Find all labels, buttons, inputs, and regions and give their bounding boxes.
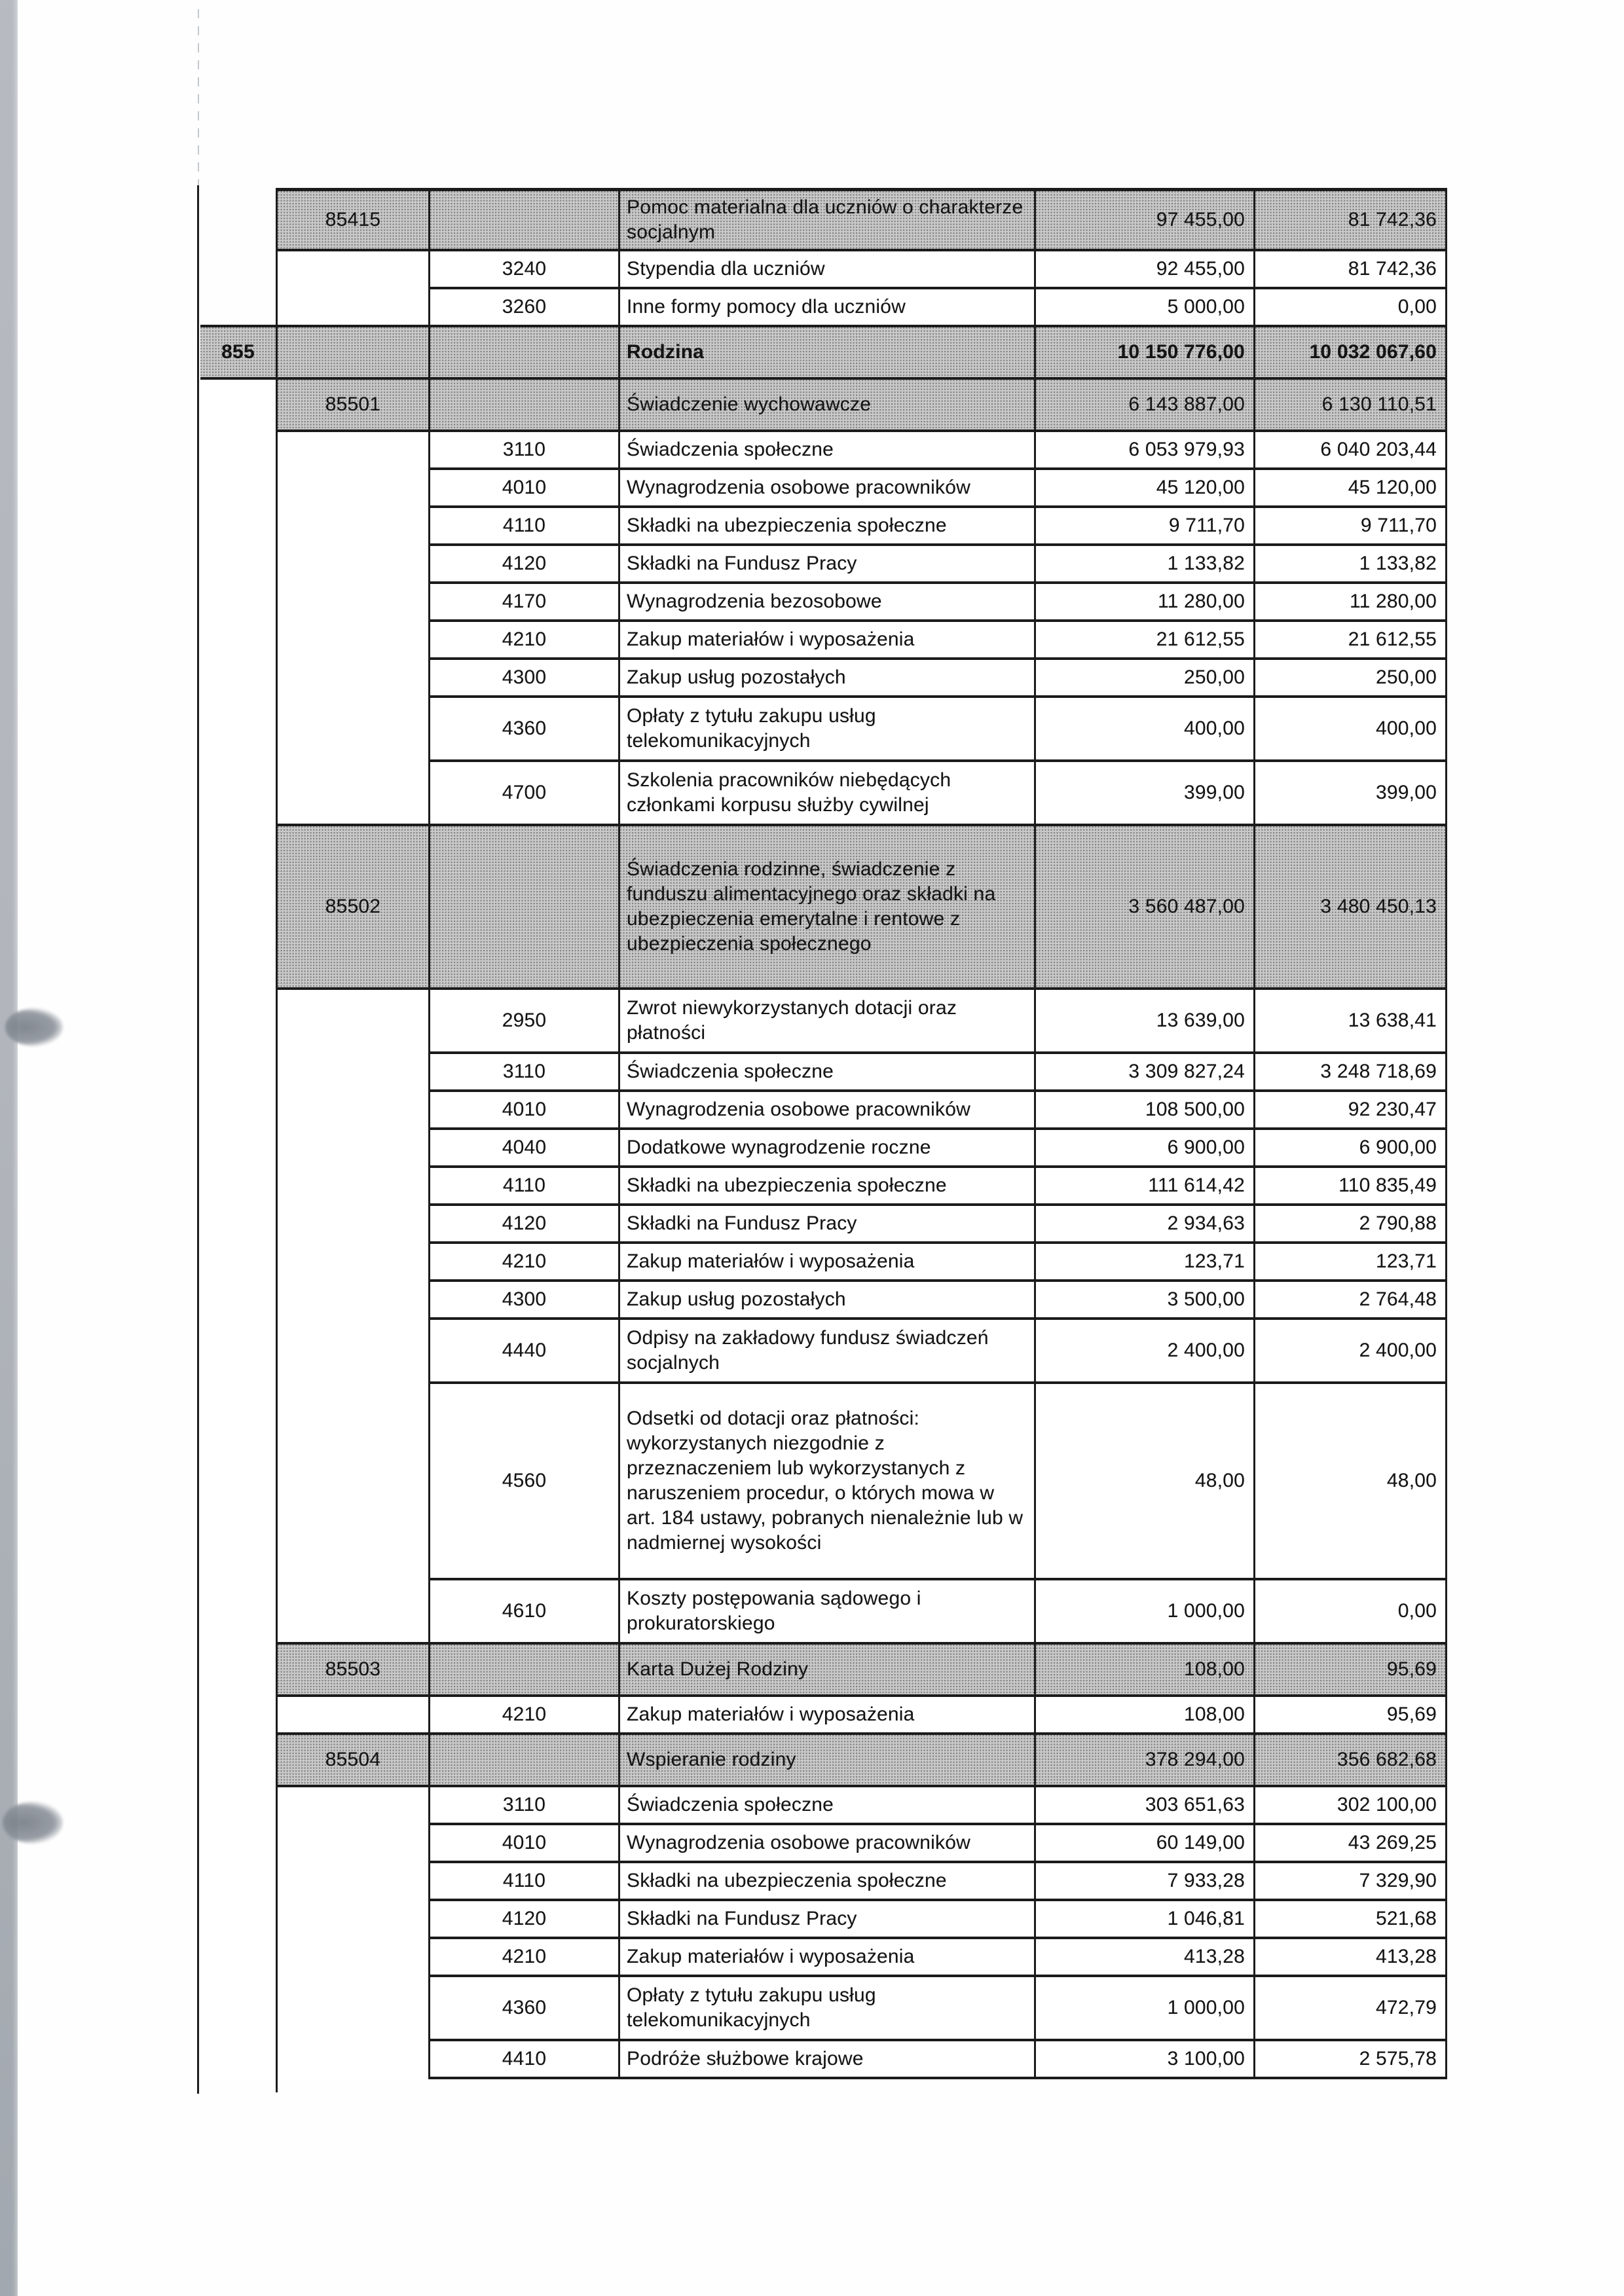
description-cell: Świadczenia społeczne	[620, 432, 1036, 470]
description-cell: Zwrot niewykorzystanych dotacji oraz płatności	[620, 990, 1036, 1054]
plan-amount-cell: 400,00	[1036, 698, 1255, 762]
plan-amount-cell: 108,00	[1036, 1697, 1255, 1735]
paragraf-code-cell: 4210	[430, 1939, 620, 1977]
description-cell: Świadczenia społeczne	[620, 1054, 1036, 1092]
plan-amount-cell: 108,00	[1036, 1645, 1255, 1697]
paragraf-code-cell: 4110	[430, 1863, 620, 1901]
description-cell: Zakup materiałów i wyposażenia	[620, 1244, 1036, 1282]
execution-amount-cell: 81 742,36	[1255, 188, 1447, 251]
plan-amount-cell: 1 133,82	[1036, 546, 1255, 584]
execution-amount-cell: 13 638,41	[1255, 990, 1447, 1054]
description-cell: Składki na Fundusz Pracy	[620, 1901, 1036, 1939]
description-cell: Zakup materiałów i wyposażenia	[620, 622, 1036, 660]
description-cell: Świadczenia społeczne	[620, 1787, 1036, 1825]
paragraf-code-cell: 4410	[430, 2041, 620, 2079]
description-cell: Składki na ubezpieczenia społeczne	[620, 508, 1036, 546]
plan-amount-cell: 413,28	[1036, 1939, 1255, 1977]
plan-amount-cell: 3 560 487,00	[1036, 826, 1255, 990]
plan-amount-cell: 7 933,28	[1036, 1863, 1255, 1901]
column-rule-tail	[276, 2075, 278, 2092]
plan-amount-cell: 6 053 979,93	[1036, 432, 1255, 470]
paragraf-code-cell: 3110	[430, 1054, 620, 1092]
rozdzial-column-empty-cell	[278, 1787, 430, 2079]
rozdzial-code-cell: 85504	[278, 1735, 430, 1787]
plan-amount-cell: 9 711,70	[1036, 508, 1255, 546]
rozdzial-column-empty-cell	[278, 1697, 430, 1735]
plan-amount-cell: 48,00	[1036, 1384, 1255, 1580]
execution-amount-cell: 21 612,55	[1255, 622, 1447, 660]
execution-amount-cell: 95,69	[1255, 1697, 1447, 1735]
paragraf-code-cell: 3260	[430, 289, 620, 327]
description-cell: Odpisy na zakładowy fundusz świadczeń socjalnych	[620, 1320, 1036, 1384]
execution-amount-cell: 413,28	[1255, 1939, 1447, 1977]
execution-amount-cell: 2 575,78	[1255, 2041, 1447, 2079]
paragraf-code-cell: 4170	[430, 584, 620, 622]
plan-amount-cell: 2 400,00	[1036, 1320, 1255, 1384]
execution-amount-cell: 10 032 067,60	[1255, 327, 1447, 380]
execution-amount-cell: 2 764,48	[1255, 1282, 1447, 1320]
description-cell: Świadczenie wychowawcze	[620, 380, 1036, 432]
hole-punch-shadow	[5, 1008, 63, 1046]
description-cell: Wspieranie rodziny	[620, 1735, 1036, 1787]
plan-amount-cell: 1 046,81	[1036, 1901, 1255, 1939]
plan-amount-cell: 1 000,00	[1036, 1977, 1255, 2041]
execution-amount-cell: 472,79	[1255, 1977, 1447, 2041]
execution-amount-cell: 110 835,49	[1255, 1168, 1447, 1206]
plan-amount-cell: 3 100,00	[1036, 2041, 1255, 2079]
execution-amount-cell: 400,00	[1255, 698, 1447, 762]
execution-amount-cell: 0,00	[1255, 1580, 1447, 1645]
description-cell: Składki na ubezpieczenia społeczne	[620, 1863, 1036, 1901]
execution-amount-cell: 95,69	[1255, 1645, 1447, 1697]
execution-amount-cell: 7 329,90	[1255, 1863, 1447, 1901]
paragraf-empty-cell	[430, 1735, 620, 1787]
execution-amount-cell: 43 269,25	[1255, 1825, 1447, 1863]
description-cell: Świadczenia rodzinne, świadczenie z funduszu alimentacyjnego oraz składki na ubezpieczenia emerytalne i rentowe z ubezpieczenia społecznego	[620, 826, 1036, 990]
paragraf-code-cell: 4010	[430, 1825, 620, 1863]
execution-amount-cell: 2 790,88	[1255, 1206, 1447, 1244]
paragraf-code-cell: 4110	[430, 1168, 620, 1206]
paragraf-code-cell: 4300	[430, 660, 620, 698]
plan-amount-cell: 399,00	[1036, 762, 1255, 826]
paragraf-code-cell: 4120	[430, 546, 620, 584]
paragraf-code-cell: 4360	[430, 698, 620, 762]
plan-amount-cell: 303 651,63	[1036, 1787, 1255, 1825]
execution-amount-cell: 1 133,82	[1255, 546, 1447, 584]
execution-amount-cell: 3 480 450,13	[1255, 826, 1447, 990]
paragraf-code-cell: 3240	[430, 251, 620, 289]
plan-amount-cell: 1 000,00	[1036, 1580, 1255, 1645]
paragraf-code-cell: 4120	[430, 1901, 620, 1939]
plan-amount-cell: 5 000,00	[1036, 289, 1255, 327]
paragraf-code-cell: 4010	[430, 1092, 620, 1130]
plan-amount-cell: 6 900,00	[1036, 1130, 1255, 1168]
rozdzial-code-cell: 85501	[278, 380, 430, 432]
paragraf-code-cell: 2950	[430, 990, 620, 1054]
execution-amount-cell: 81 742,36	[1255, 251, 1447, 289]
description-cell: Zakup usług pozostałych	[620, 660, 1036, 698]
description-cell: Inne formy pomocy dla uczniów	[620, 289, 1036, 327]
description-cell: Rodzina	[620, 327, 1036, 380]
paragraf-code-cell: 4700	[430, 762, 620, 826]
execution-amount-cell: 6 040 203,44	[1255, 432, 1447, 470]
paragraf-code-cell: 3110	[430, 1787, 620, 1825]
dzial-column-spacer	[200, 188, 278, 327]
rozdzial-code-cell: 85415	[278, 188, 430, 251]
plan-amount-cell: 60 149,00	[1036, 1825, 1255, 1863]
paragraf-code-cell: 4210	[430, 1244, 620, 1282]
description-cell: Podróże służbowe krajowe	[620, 2041, 1036, 2079]
paragraf-code-cell: 4120	[430, 1206, 620, 1244]
plan-amount-cell: 97 455,00	[1036, 188, 1255, 251]
paragraf-code-cell: 4440	[430, 1320, 620, 1384]
rozdzial-empty-cell	[278, 327, 430, 380]
description-cell: Szkolenia pracowników niebędących członkami korpusu służby cywilnej	[620, 762, 1036, 826]
paragraf-code-cell: 4300	[430, 1282, 620, 1320]
plan-amount-cell: 10 150 776,00	[1036, 327, 1255, 380]
plan-amount-cell: 123,71	[1036, 1244, 1255, 1282]
description-cell: Odsetki od dotacji oraz płatności: wykorzystanych niezgodnie z przeznaczeniem lub wykorzystanych z naruszeniem procedur, o których mowa w art. 184 ustawy, pobranych nienależnie lub w nadmiernej wysokości	[620, 1384, 1036, 1580]
paragraf-empty-cell	[430, 826, 620, 990]
rozdzial-column-empty-cell	[278, 990, 430, 1645]
paragraf-empty-cell	[430, 188, 620, 251]
margin-rule	[197, 185, 199, 2094]
description-cell: Karta Dużej Rodziny	[620, 1645, 1036, 1697]
hole-punch-shadow	[3, 1802, 63, 1844]
execution-amount-cell: 123,71	[1255, 1244, 1447, 1282]
dzial-column-empty-cell	[200, 380, 278, 2079]
paragraf-empty-cell	[430, 1645, 620, 1697]
plan-amount-cell: 13 639,00	[1036, 990, 1255, 1054]
description-cell: Zakup materiałów i wyposażenia	[620, 1939, 1036, 1977]
description-cell: Zakup materiałów i wyposażenia	[620, 1697, 1036, 1735]
execution-amount-cell: 2 400,00	[1255, 1320, 1447, 1384]
execution-amount-cell: 6 900,00	[1255, 1130, 1447, 1168]
description-cell: Wynagrodzenia osobowe pracowników	[620, 470, 1036, 508]
description-cell: Opłaty z tytułu zakupu usług telekomunikacyjnych	[620, 698, 1036, 762]
description-cell: Stypendia dla uczniów	[620, 251, 1036, 289]
paragraf-code-cell: 4560	[430, 1384, 620, 1580]
budget-table	[200, 188, 1447, 2079]
description-cell: Składki na Fundusz Pracy	[620, 546, 1036, 584]
plan-amount-cell: 2 934,63	[1036, 1206, 1255, 1244]
plan-amount-cell: 250,00	[1036, 660, 1255, 698]
execution-amount-cell: 0,00	[1255, 289, 1447, 327]
execution-amount-cell: 3 248 718,69	[1255, 1054, 1447, 1092]
margin-rule-faint	[198, 9, 199, 187]
description-cell: Opłaty z tytułu zakupu usług telekomunikacyjnych	[620, 1977, 1036, 2041]
paragraf-code-cell: 4010	[430, 470, 620, 508]
execution-amount-cell: 9 711,70	[1255, 508, 1447, 546]
description-cell: Składki na ubezpieczenia społeczne	[620, 1168, 1036, 1206]
execution-amount-cell: 521,68	[1255, 1901, 1447, 1939]
paragraf-code-cell: 3110	[430, 432, 620, 470]
description-cell: Pomoc materialna dla uczniów o charakterze socjalnym	[620, 188, 1036, 251]
execution-amount-cell: 6 130 110,51	[1255, 380, 1447, 432]
rozdzial-code-cell: 85502	[278, 826, 430, 990]
execution-amount-cell: 45 120,00	[1255, 470, 1447, 508]
plan-amount-cell: 92 455,00	[1036, 251, 1255, 289]
paragraf-code-cell: 4360	[430, 1977, 620, 2041]
plan-amount-cell: 108 500,00	[1036, 1092, 1255, 1130]
plan-amount-cell: 6 143 887,00	[1036, 380, 1255, 432]
description-cell: Koszty postępowania sądowego i prokuratorskiego	[620, 1580, 1036, 1645]
execution-amount-cell: 48,00	[1255, 1384, 1447, 1580]
paragraf-empty-cell	[430, 380, 620, 432]
execution-amount-cell: 302 100,00	[1255, 1787, 1447, 1825]
description-cell: Wynagrodzenia osobowe pracowników	[620, 1825, 1036, 1863]
execution-amount-cell: 11 280,00	[1255, 584, 1447, 622]
description-cell: Zakup usług pozostałych	[620, 1282, 1036, 1320]
paragraf-code-cell: 4210	[430, 622, 620, 660]
execution-amount-cell: 92 230,47	[1255, 1092, 1447, 1130]
paragraf-code-cell: 4040	[430, 1130, 620, 1168]
description-cell: Wynagrodzenia bezosobowe	[620, 584, 1036, 622]
execution-amount-cell: 399,00	[1255, 762, 1447, 826]
description-cell: Wynagrodzenia osobowe pracowników	[620, 1092, 1036, 1130]
description-cell: Składki na Fundusz Pracy	[620, 1206, 1036, 1244]
rozdzial-code-cell: 85503	[278, 1645, 430, 1697]
scan-edge-shadow	[0, 0, 18, 2296]
plan-amount-cell: 11 280,00	[1036, 584, 1255, 622]
plan-amount-cell: 45 120,00	[1036, 470, 1255, 508]
plan-amount-cell: 378 294,00	[1036, 1735, 1255, 1787]
paragraf-code-cell: 4110	[430, 508, 620, 546]
dzial-code-cell: 855	[200, 327, 278, 380]
description-cell: Dodatkowe wynagrodzenie roczne	[620, 1130, 1036, 1168]
execution-amount-cell: 250,00	[1255, 660, 1447, 698]
plan-amount-cell: 3 500,00	[1036, 1282, 1255, 1320]
plan-amount-cell: 3 309 827,24	[1036, 1054, 1255, 1092]
paragraf-empty-cell	[430, 327, 620, 380]
rozdzial-column-empty-cell	[278, 432, 430, 826]
execution-amount-cell: 356 682,68	[1255, 1735, 1447, 1787]
rozdzial-column-empty-cell	[278, 251, 430, 327]
plan-amount-cell: 21 612,55	[1036, 622, 1255, 660]
plan-amount-cell: 111 614,42	[1036, 1168, 1255, 1206]
paragraf-code-cell: 4610	[430, 1580, 620, 1645]
paragraf-code-cell: 4210	[430, 1697, 620, 1735]
